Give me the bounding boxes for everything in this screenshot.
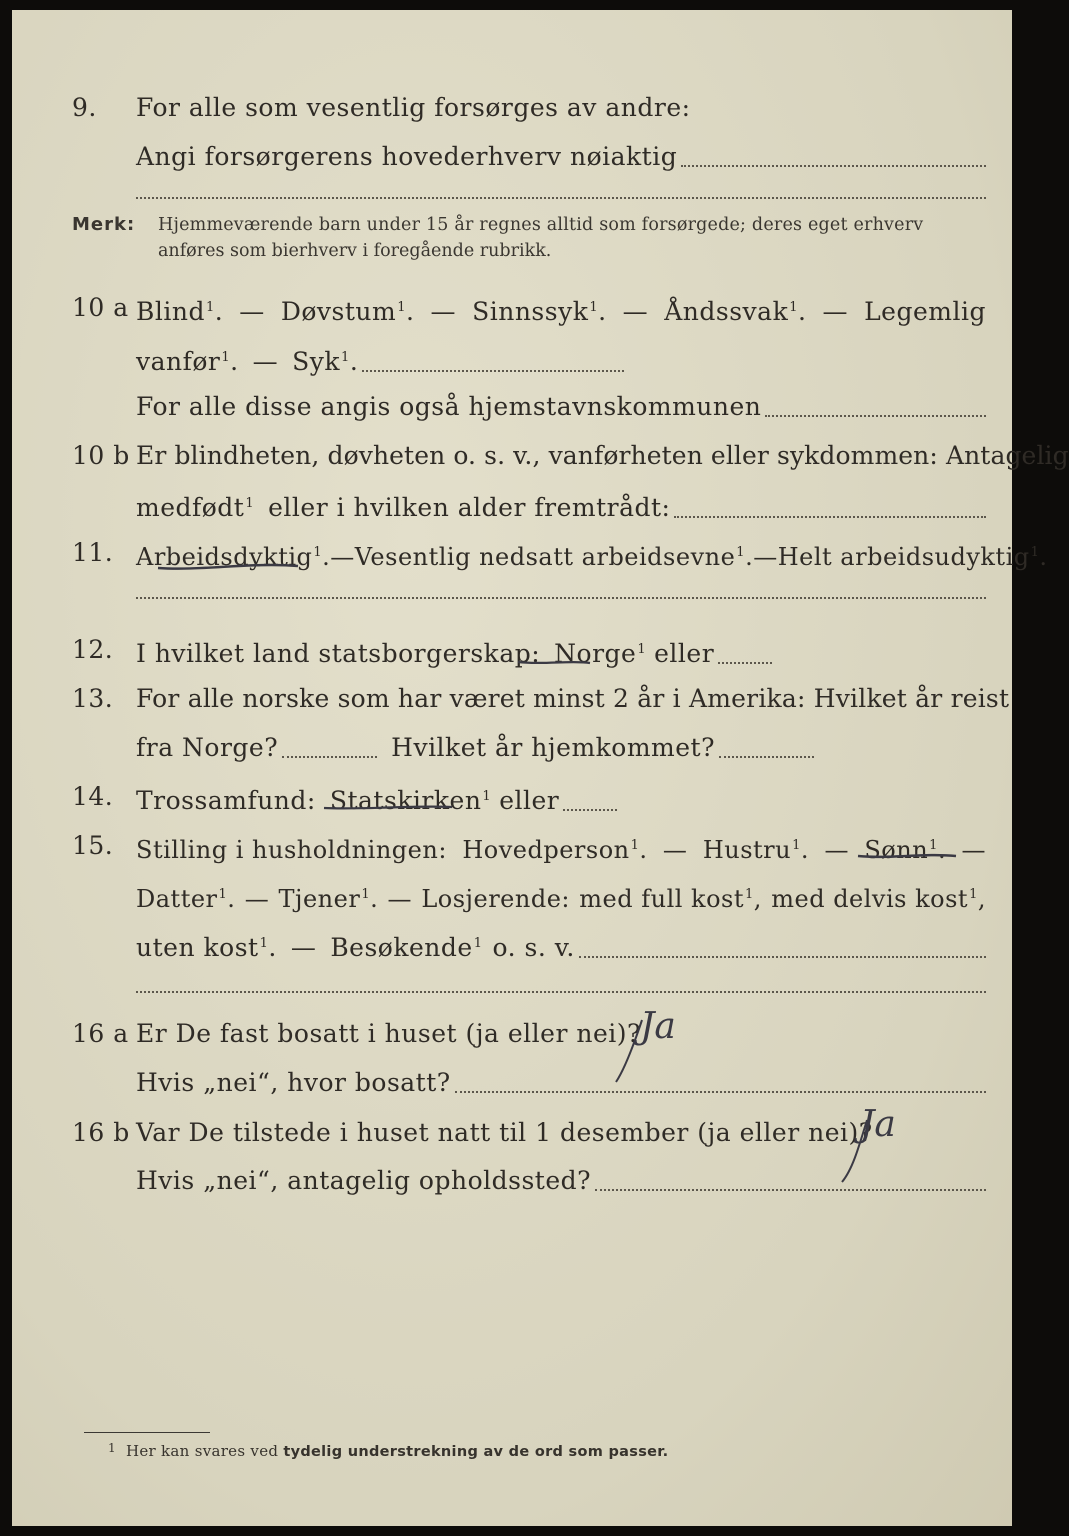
footnote-ref: 1 xyxy=(397,300,407,315)
question-10b xyxy=(12,436,1069,476)
question-text: fra Norge? xyxy=(136,733,279,762)
question-16a-line2 xyxy=(12,1063,1012,1103)
separator: — xyxy=(244,885,270,913)
footnote-ref: 1 xyxy=(792,838,801,853)
separator: — xyxy=(753,543,778,571)
separator: — xyxy=(961,836,986,864)
question-11: 11. Arbeidsdyktig$^1$. — Vesentlig nedsatt arbeidsevne$^1$. — Helt arbeidsudyktig$^1$. xyxy=(12,533,1012,573)
answer-line[interactable] xyxy=(674,514,986,518)
question-text: For alle disse angis også hjemstavnskommunen xyxy=(136,392,762,421)
question-10a: 10 a Blind$^1$. — Døvstum$^1$. — Sinnssyk$^1$. — Åndssvak$^1$. — Legemlig xyxy=(12,288,1012,328)
question-text: For alle som vesentlig forsørges av andre: xyxy=(136,93,691,122)
answer-line[interactable] xyxy=(681,163,986,167)
note-text: Hjemmeværende barn under 15 år regnes alltid som forsørgede; deres eget erhverv xyxy=(158,215,924,235)
question-15: 15. Stilling i husholdningen: Hovedperson$^1$. — Hustru$^1$. — Sønn$^1$. — xyxy=(12,826,1012,866)
footnote-ref: 1 xyxy=(969,887,978,902)
option-osv: o. s. v. xyxy=(492,933,575,962)
footnote-ref: 1 xyxy=(736,545,746,560)
footnote-ref: 1 xyxy=(789,300,798,315)
option-tjener[interactable]: Tjener xyxy=(278,885,361,913)
option-medfodt[interactable]: medfødt xyxy=(136,493,245,522)
footnote-ref: 1 xyxy=(221,350,231,365)
census-form-page xyxy=(12,10,1069,1526)
answer-line[interactable] xyxy=(579,954,986,958)
question-9 xyxy=(12,88,1012,128)
question-13 xyxy=(12,679,1012,719)
option-udyktig[interactable]: Helt arbeidsudyktig xyxy=(777,543,1030,571)
footnote-ref: 1 xyxy=(630,838,640,853)
separator: — xyxy=(824,836,849,864)
question-text: Var De tilstede i huset natt til 1 desember (ja eller nei)? xyxy=(136,1118,873,1147)
question-text: For alle norske som har været minst 2 år i Amerika: Hvilket år reist xyxy=(136,684,1010,713)
footnote-mark: 1 xyxy=(108,1441,116,1455)
footnote-ref: 1 xyxy=(313,545,323,560)
option-besokende[interactable]: Besøkende xyxy=(330,933,473,962)
answer-line[interactable] xyxy=(136,991,986,993)
option-datter[interactable]: Datter xyxy=(136,885,218,913)
option-syk[interactable]: Syk xyxy=(292,347,341,376)
option-delvis-kost[interactable]: med delvis kost xyxy=(771,885,969,913)
answer-line[interactable] xyxy=(282,754,377,758)
question-12 xyxy=(12,630,1012,670)
option-hustru[interactable]: Hustru xyxy=(702,836,792,864)
question-text: Hvis „nei“, hvor bosatt? xyxy=(136,1068,451,1097)
option-eller: eller xyxy=(654,639,715,668)
note-text-line2: anføres som bierhverv i foregående rubrikk. xyxy=(158,241,552,261)
footnote-ref: 1 xyxy=(205,300,215,315)
answer-line[interactable] xyxy=(136,597,986,599)
footnote-ref: 1 xyxy=(341,350,350,365)
footnote-ref: 1 xyxy=(259,936,269,951)
question-text: Stilling i husholdningen: xyxy=(136,836,447,864)
footnote-ref: 1 xyxy=(929,838,938,853)
question-16b-line2 xyxy=(12,1161,1012,1201)
separator: — xyxy=(662,836,688,864)
separator: — xyxy=(387,885,413,913)
answer-line[interactable] xyxy=(455,1089,986,1093)
answer-line[interactable] xyxy=(765,413,986,417)
answer-line[interactable] xyxy=(719,754,814,758)
option-hovedperson[interactable]: Hovedperson xyxy=(462,836,630,864)
option-eller: eller xyxy=(499,786,560,815)
answer-line[interactable] xyxy=(563,807,617,811)
answer-line[interactable] xyxy=(595,1187,986,1191)
question-15-line3: uten kost$^1$. — Besøkende$^1$ o. s. v. xyxy=(12,924,1012,964)
question-number: 10 b xyxy=(72,441,130,470)
handwritten-answer-16b: Ja xyxy=(860,1104,896,1145)
question-10a-line2: vanfør$^1$. — Syk$^1$. xyxy=(12,338,1012,378)
question-text: Er blindheten, døvheten o. s. v., vanførheten eller sykdommen: Antagelig xyxy=(136,441,1069,470)
option-norge[interactable]: Norge xyxy=(554,639,637,668)
footnote-ref: 1 xyxy=(473,936,483,951)
question-text: Er De fast bosatt i huset (ja eller nei)? xyxy=(136,1019,641,1048)
handwritten-answer-16a: Ja xyxy=(640,1006,676,1047)
option-uten-kost[interactable]: uten kost xyxy=(136,933,259,962)
separator: — xyxy=(330,543,355,571)
question-9-line2 xyxy=(12,137,1012,177)
option-vanfor[interactable]: vanfør xyxy=(136,347,221,376)
option-sinnssyk[interactable]: Sinnssyk xyxy=(472,297,589,326)
question-number: 15. xyxy=(72,831,114,860)
question-number: 16 b xyxy=(72,1118,130,1147)
question-10a-line3 xyxy=(12,387,1012,427)
footnote-ref: 1 xyxy=(245,496,255,511)
footnote-ref: 1 xyxy=(361,887,371,902)
footnote-ref: 1 xyxy=(637,642,647,657)
note-block xyxy=(72,212,986,261)
separator: — xyxy=(622,297,649,326)
question-text: Hvis „nei“, antagelig opholdssted? xyxy=(136,1166,592,1195)
footnote-ref: 1 xyxy=(745,887,754,902)
question-number: 12. xyxy=(72,635,114,664)
question-number: 10 a xyxy=(72,293,129,322)
question-text: eller i hvilken alder fremtrådt: xyxy=(268,493,671,522)
footnote-ref: 1 xyxy=(1030,545,1040,560)
question-text: Trossamfund: xyxy=(136,786,316,815)
option-full-kost[interactable]: med full kost xyxy=(579,885,745,913)
footnote-text: Her kan svares ved xyxy=(125,1442,279,1460)
question-number: 13. xyxy=(72,684,114,713)
question-10b-line2 xyxy=(12,484,1012,524)
footnote-bold-text: tydelig understrekning av de ord som passer. xyxy=(283,1444,669,1460)
option-statskirken[interactable]: Statskirken xyxy=(329,786,482,815)
separator: — xyxy=(290,933,317,962)
footnote-ref: 1 xyxy=(218,887,228,902)
separator: — xyxy=(239,297,265,326)
answer-line[interactable] xyxy=(136,197,986,199)
footnote-ref: 1 xyxy=(589,300,599,315)
footnote xyxy=(108,1442,668,1460)
separator: — xyxy=(430,297,457,326)
question-number: 16 a xyxy=(72,1019,129,1048)
question-text: Angi forsørgerens hovederhverv nøiaktig xyxy=(136,142,678,171)
question-13-line2 xyxy=(12,728,1012,768)
option-blind[interactable]: Blind xyxy=(136,297,205,326)
separator: — xyxy=(252,347,279,376)
option-losjerende: Losjerende: xyxy=(421,885,570,913)
question-15-line2: Datter$^1$. — Tjener$^1$. — Losjerende: med full kost$^1$, med delvis kost$^1$, xyxy=(12,875,1012,915)
question-16a xyxy=(12,1014,1012,1054)
option-legemlig[interactable]: Legemlig xyxy=(864,297,986,326)
question-text: Hvilket år hjemkommet? xyxy=(391,733,716,762)
footnote-rule xyxy=(84,1432,210,1433)
option-andssvak[interactable]: Åndssvak xyxy=(664,297,789,326)
question-text: I hvilket land statsborgerskap: xyxy=(136,639,541,668)
answer-line[interactable] xyxy=(362,368,624,372)
question-number: 9. xyxy=(72,93,97,122)
separator: — xyxy=(822,297,849,326)
option-arbeidsdyktig[interactable]: Arbeidsdyktig xyxy=(136,543,313,571)
note-label: Merk: xyxy=(72,214,136,235)
answer-line[interactable] xyxy=(718,660,772,664)
option-dovstum[interactable]: Døvstum xyxy=(280,297,397,326)
option-nedsatt[interactable]: Vesentlig nedsatt arbeidsevne xyxy=(354,543,736,571)
question-number: 11. xyxy=(72,538,114,567)
option-sonn[interactable]: Sønn xyxy=(864,836,929,864)
question-14 xyxy=(12,777,1012,817)
footnote-ref: 1 xyxy=(482,789,492,804)
question-number: 14. xyxy=(72,782,114,811)
